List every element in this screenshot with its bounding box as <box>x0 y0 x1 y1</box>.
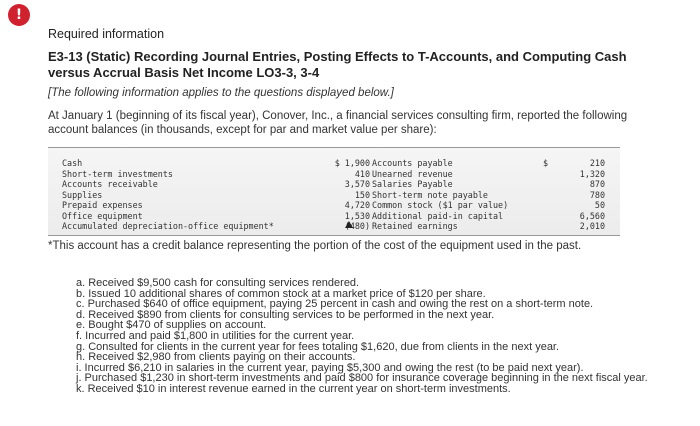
mouse-cursor-icon <box>345 221 353 228</box>
balance-amount: 50 <box>594 200 605 210</box>
transaction-item: d. Received $890 from clients for consulting services to be performed in the next year. <box>76 308 495 321</box>
alert-icon: ! <box>8 4 30 26</box>
balance-label: Accounts payable <box>372 158 453 168</box>
balance-label: Short-term investments <box>62 168 173 179</box>
transaction-item: b. Issued 10 additional shares of common stock at a market price of $120 per share. <box>76 287 486 300</box>
balance-label: Prepaid expenses <box>62 200 143 210</box>
account-balances-table <box>48 147 620 236</box>
transaction-item: j. Purchased $1,230 in short-term investments and paid $800 for insurance coverage beginning in the next fiscal year. <box>76 372 648 385</box>
balance-label: Supplies <box>62 189 103 200</box>
transaction-item: f. Incurred and paid $1,800 in utilities for the current year. <box>76 329 355 342</box>
transactions-list <box>76 278 686 395</box>
balance-label: Common stock ($1 par value) <box>372 200 509 210</box>
balance-label: Accounts receivable <box>62 179 158 189</box>
balance-label: Unearned revenue <box>372 168 453 179</box>
balance-amount: (480) <box>344 221 370 231</box>
balance-amount: 1,320 <box>579 168 605 179</box>
balance-label: Office equipment <box>62 210 143 221</box>
transaction-item: g. Consulted for clients in the current year for fees totaling $1,620, due from clients in the next year. <box>76 340 560 353</box>
transaction-item: k. Received $10 in interest revenue earned in the current year on short-term investments. <box>76 382 511 395</box>
balance-amount: 780 <box>589 189 605 200</box>
transaction-item: i. Incurred $6,210 in salaries in the current year, paying $5,300 and owing the rest (to be paid next year). <box>76 361 584 374</box>
balance-label: Cash <box>62 158 83 168</box>
balance-amount: 3,570 <box>344 179 370 189</box>
balance-label: Short-term note payable <box>372 189 488 200</box>
footnote: *This account has a credit balance representing the portion of the cost of the equipment used in the past. <box>48 240 582 252</box>
problem-title: E3-13 (Static) Recording Journal Entries, Posting Effects to T-Accounts, and Computing Cash versus Accrual Basis Net Income LO3-3, 3-4 <box>48 49 627 80</box>
balance-amount: 210 <box>589 158 605 168</box>
required-information-label: Required information <box>48 27 165 41</box>
balance-amount: 870 <box>589 179 605 189</box>
balance-amount: $ 1,900 <box>334 158 370 168</box>
balance-label: Accumulated depreciation-office equipment* <box>62 221 274 231</box>
instructions-note: [The following information applies to the questions displayed below.] <box>48 87 394 99</box>
balance-amount: 6,560 <box>579 210 605 221</box>
transaction-item: e. Bought $470 of supplies on account. <box>76 319 267 332</box>
balance-amount: 4,720 <box>344 200 370 210</box>
balance-label: Retained earnings <box>372 221 458 231</box>
balance-amount: 1,530 <box>344 210 370 221</box>
balance-amount: 2,010 <box>579 221 605 231</box>
balance-dollar-sign: $ <box>543 158 549 168</box>
transaction-item: a. Received $9,500 cash for consulting services rendered. <box>76 277 360 289</box>
intro-paragraph: At January 1 (beginning of its fiscal year), Conover, Inc., a financial services consulting firm, reported the following account balances (in thousands, except for par and market value per share): <box>48 110 628 136</box>
transaction-item: h. Received $2,980 from clients paying on their accounts. <box>76 351 356 364</box>
balance-label: Additional paid-in capital <box>372 210 504 221</box>
balance-label: Salaries Payable <box>372 179 453 189</box>
balance-amount: 410 <box>354 168 370 179</box>
transaction-item: c. Purchased $640 of office equipment, paying 25 percent in cash and owing the rest on a short-term note. <box>76 298 594 311</box>
balance-amount: 150 <box>354 189 370 200</box>
